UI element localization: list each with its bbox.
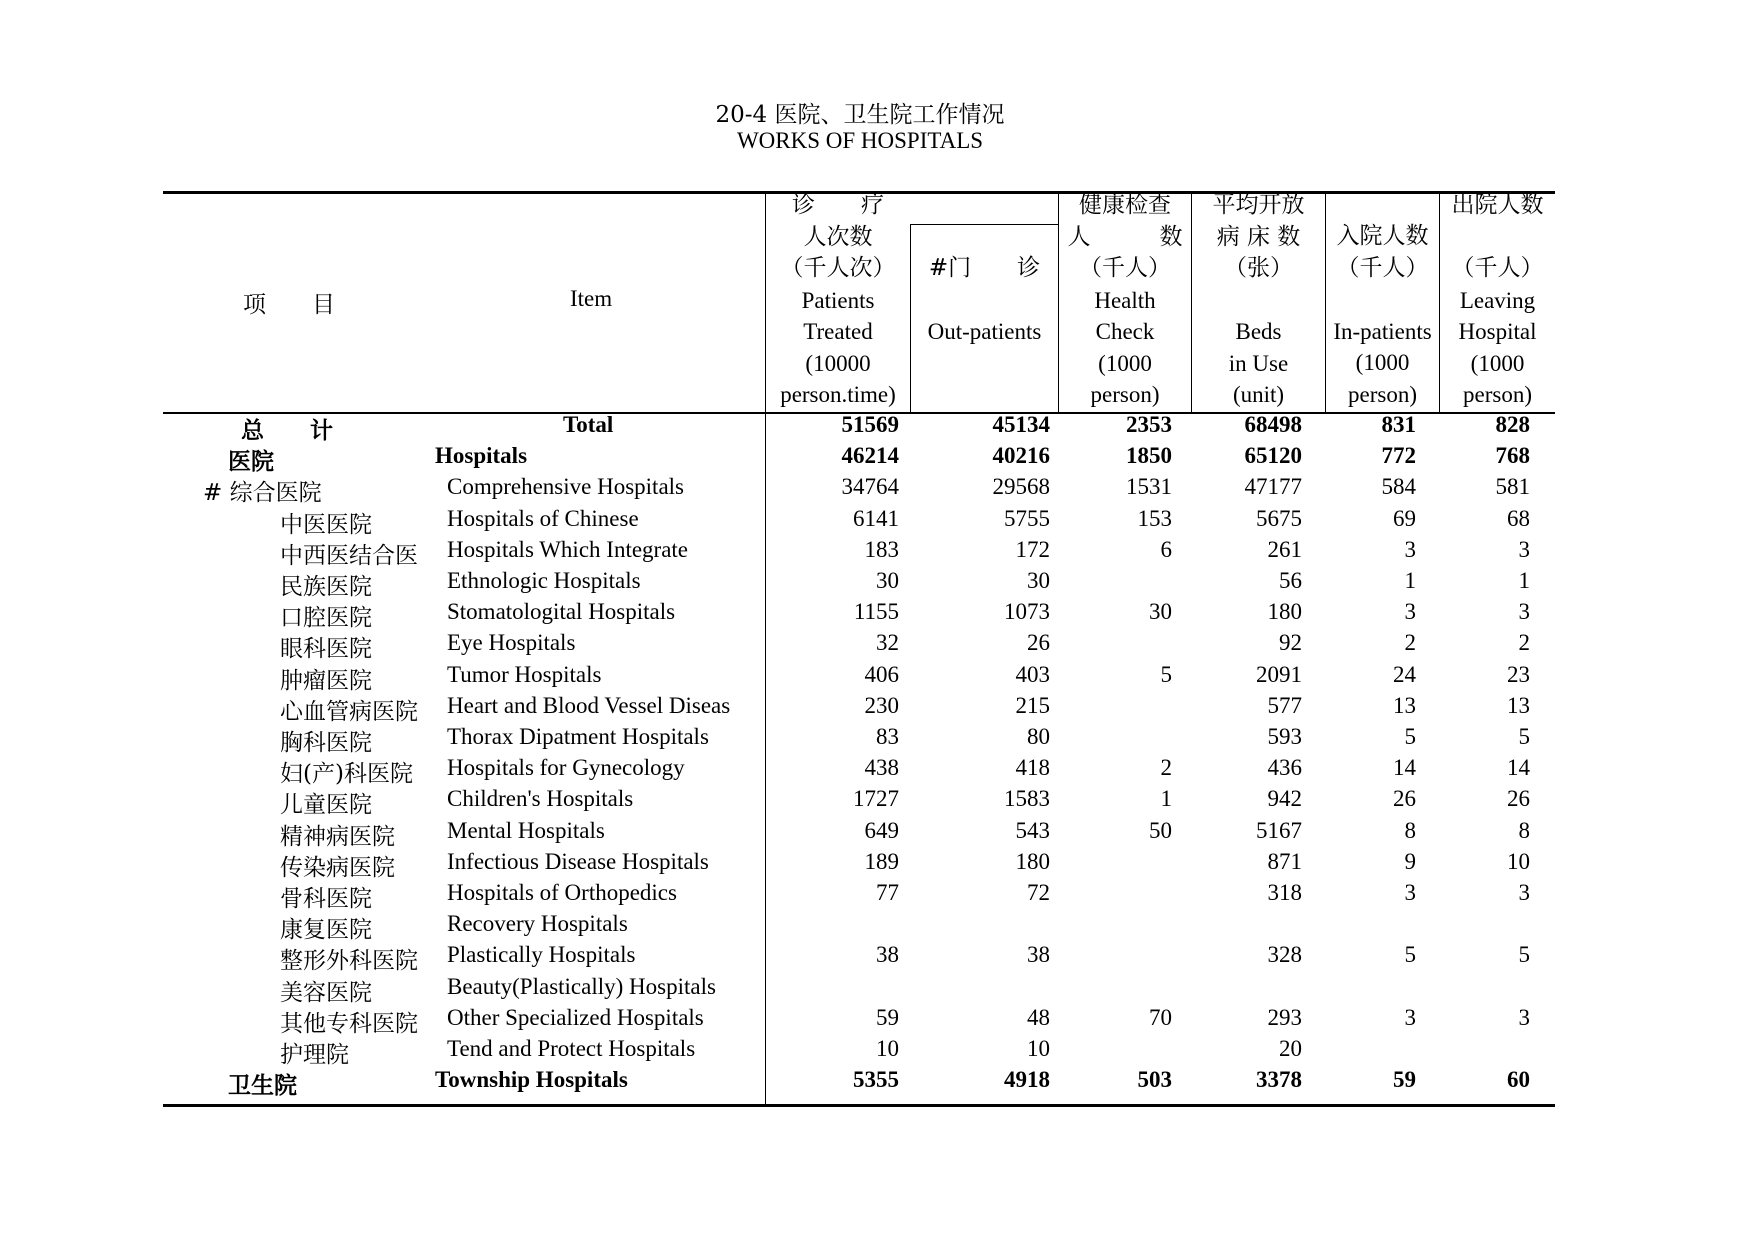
row-item-en: Total xyxy=(563,412,614,437)
cell-outpatients: 30 xyxy=(1027,568,1050,593)
cell-outpatients: 72 xyxy=(1027,880,1050,905)
header-inpatients: 入院人数 （千人） In-patients (1000 person) xyxy=(1333,223,1432,407)
cell-inpatients: 9 xyxy=(1404,848,1416,874)
row-item-en: Plastically Hospitals xyxy=(447,942,636,968)
cell-leaving: 2 xyxy=(1518,630,1530,656)
cell-patients: 77 xyxy=(876,880,899,905)
cell-patients: 83 xyxy=(876,724,899,749)
row-item-en: Tend and Protect Hospitals xyxy=(447,1036,696,1061)
cell-outpatients: 38 xyxy=(1027,942,1050,968)
cell-inpatients: 3 xyxy=(1404,536,1416,562)
cell-inpatients: 1 xyxy=(1404,568,1416,593)
cell-beds: 65120 xyxy=(1244,443,1302,469)
cell-patients: 30 xyxy=(876,568,899,593)
table-bottom-rule xyxy=(163,1104,1555,1107)
cell-beds: 593 xyxy=(1267,724,1302,749)
cell-health: 153 xyxy=(1137,505,1172,531)
cell-patients: 34764 xyxy=(841,474,899,500)
table-row xyxy=(163,693,1555,724)
row-item-cn: # 综合医院 xyxy=(203,480,322,507)
cell-inpatients: 59 xyxy=(1393,1067,1416,1093)
row-item-en: Heart and Blood Vessel Diseas xyxy=(447,692,731,718)
page-title-cn: 20-4 医院、卫生院工作情况 xyxy=(715,102,1005,128)
cell-beds: 2091 xyxy=(1256,661,1302,687)
cell-outpatients: 1583 xyxy=(1004,786,1050,812)
cell-outpatients: 48 xyxy=(1027,1004,1050,1030)
cell-outpatients: 29568 xyxy=(992,474,1050,500)
row-item-cn: 肿瘤医院 xyxy=(280,667,372,694)
cell-leaving: 3 xyxy=(1518,599,1530,625)
row-item-cn: 美容医院 xyxy=(280,979,372,1006)
cell-outpatients: 172 xyxy=(1015,536,1050,562)
header-patients-treated: 诊 疗 人次数 （千人次） Patients Treated (10000 person.time) xyxy=(780,192,896,407)
cell-leaving: 14 xyxy=(1507,755,1530,781)
cell-beds: 92 xyxy=(1279,630,1302,656)
cell-inpatients: 26 xyxy=(1393,786,1416,812)
cell-inpatients: 14 xyxy=(1393,755,1416,781)
cell-beds: 3378 xyxy=(1256,1067,1302,1093)
cell-patients: 6141 xyxy=(853,505,899,531)
cell-leaving: 13 xyxy=(1507,692,1530,718)
cell-outpatients: 26 xyxy=(1027,630,1050,656)
cell-health: 2 xyxy=(1160,755,1172,781)
row-item-en: Hospitals of Orthopedics xyxy=(447,880,677,905)
row-item-cn: 传染病医院 xyxy=(280,854,395,881)
row-item-cn: 骨科医院 xyxy=(280,886,372,912)
row-item-en: Ethnologic Hospitals xyxy=(447,568,641,593)
cell-leaving: 23 xyxy=(1507,661,1530,687)
cell-beds: 328 xyxy=(1267,942,1302,968)
row-item-en: Hospitals of Chinese xyxy=(447,505,639,531)
cell-patients: 230 xyxy=(864,692,899,718)
cell-outpatients: 40216 xyxy=(992,443,1050,469)
cell-patients: 649 xyxy=(864,817,899,843)
header-beds: 平均开放 病 床 数 （张） Beds in Use (unit) xyxy=(1212,192,1305,407)
table-row xyxy=(163,443,1555,474)
table-row xyxy=(163,1036,1555,1067)
cell-inpatients: 584 xyxy=(1381,474,1416,500)
cell-patients: 438 xyxy=(864,755,899,781)
cell-outpatients: 80 xyxy=(1027,724,1050,749)
header-item-cn: 项 目 xyxy=(243,292,335,318)
cell-patients: 183 xyxy=(864,536,899,562)
row-item-cn: 中西医结合医 xyxy=(280,542,418,569)
row-item-cn: 口腔医院 xyxy=(280,605,372,632)
cell-leaving: 828 xyxy=(1495,412,1530,437)
row-item-cn: 中医医院 xyxy=(280,511,372,538)
table-row xyxy=(163,786,1555,817)
row-item-en: Other Specialized Hospitals xyxy=(447,1004,704,1030)
cell-leaving: 768 xyxy=(1495,443,1530,469)
cell-health: 6 xyxy=(1160,536,1172,562)
cell-beds: 180 xyxy=(1267,599,1302,625)
cell-patients: 38 xyxy=(876,942,899,968)
cell-inpatients: 3 xyxy=(1404,880,1416,905)
cell-outpatients: 1073 xyxy=(1004,599,1050,625)
cell-beds: 318 xyxy=(1267,880,1302,905)
row-item-en: Stomatologital Hospitals xyxy=(447,599,676,625)
table-row xyxy=(163,942,1555,973)
cell-beds: 436 xyxy=(1267,755,1302,781)
cell-beds: 942 xyxy=(1267,786,1302,812)
row-item-en: Children's Hospitals xyxy=(447,786,634,812)
cell-health: 30 xyxy=(1149,599,1172,625)
cell-leaving: 3 xyxy=(1518,1004,1530,1030)
cell-inpatients: 5 xyxy=(1404,724,1416,749)
cell-inpatients: 831 xyxy=(1381,412,1416,437)
cell-health: 2353 xyxy=(1126,412,1172,437)
row-item-cn: 总 计 xyxy=(241,417,333,444)
row-item-cn: 康复医院 xyxy=(280,917,372,944)
cell-beds: 5675 xyxy=(1256,505,1302,531)
table-row xyxy=(163,662,1555,693)
table-row xyxy=(163,1005,1555,1036)
cell-patients: 51569 xyxy=(841,412,899,437)
cell-beds: 5167 xyxy=(1256,817,1302,843)
row-item-cn: 整形外科医院 xyxy=(280,948,418,975)
cell-health: 5 xyxy=(1160,661,1172,687)
cell-leaving: 8 xyxy=(1518,817,1530,843)
cell-outpatients: 4918 xyxy=(1004,1067,1050,1093)
cell-patients: 406 xyxy=(864,661,899,687)
row-item-cn: 儿童医院 xyxy=(280,792,372,819)
header-outpatients: #门 诊 Out-patients xyxy=(927,255,1042,344)
row-item-en: Thorax Dipatment Hospitals xyxy=(447,724,709,749)
row-item-en: Beauty(Plastically) Hospitals xyxy=(447,973,716,999)
cell-beds: 47177 xyxy=(1244,474,1302,500)
row-item-cn: 民族医院 xyxy=(280,574,372,600)
cell-beds: 577 xyxy=(1267,692,1302,718)
table-row xyxy=(163,974,1555,1005)
row-item-en: Hospitals Which Integrate xyxy=(447,536,689,562)
row-item-en: Infectious Disease Hospitals xyxy=(447,848,709,874)
table-row xyxy=(163,755,1555,786)
page-title-en: WORKS OF HOSPITALS xyxy=(736,128,984,153)
cell-health: 1531 xyxy=(1126,474,1172,500)
row-item-cn: 胸科医院 xyxy=(280,730,372,756)
cell-health: 1 xyxy=(1160,786,1172,812)
cell-outpatients: 180 xyxy=(1015,848,1050,874)
table-row xyxy=(163,880,1555,911)
cell-leaving: 26 xyxy=(1507,786,1530,812)
cell-leaving: 60 xyxy=(1507,1067,1530,1093)
cell-beds: 20 xyxy=(1279,1036,1302,1061)
cell-outpatients: 45134 xyxy=(992,412,1050,437)
cell-health: 1850 xyxy=(1126,443,1172,469)
table-row xyxy=(163,506,1555,537)
cell-outpatients: 403 xyxy=(1015,661,1050,687)
row-item-cn: 护理院 xyxy=(280,1042,349,1068)
row-item-en: Eye Hospitals xyxy=(447,630,576,656)
cell-beds: 56 xyxy=(1279,568,1302,593)
row-item-cn: 妇(产)科医院 xyxy=(280,761,413,788)
cell-beds: 261 xyxy=(1267,536,1302,562)
cell-leaving: 5 xyxy=(1518,724,1530,749)
header-health-check: 健康检查 人 数 （千人） Health Check (1000 person) xyxy=(1067,192,1183,407)
cell-leaving: 581 xyxy=(1495,474,1530,500)
table-row xyxy=(163,630,1555,661)
cell-inpatients: 3 xyxy=(1404,1004,1416,1030)
header-leaving-hospital: 出院人数 （千人） Leaving Hospital (1000 person) xyxy=(1451,192,1544,407)
cell-patients: 59 xyxy=(876,1004,899,1030)
row-item-en: Tumor Hospitals xyxy=(447,661,602,687)
row-item-en: Hospitals xyxy=(435,443,528,469)
row-item-cn: 医院 xyxy=(228,448,274,476)
cell-patients: 32 xyxy=(876,630,899,656)
row-item-cn: 其他专科医院 xyxy=(280,1010,418,1037)
header-item-en: Item xyxy=(570,286,613,311)
cell-health: 503 xyxy=(1137,1067,1172,1093)
row-item-cn: 精神病医院 xyxy=(280,823,395,850)
row-item-en: Hospitals for Gynecology xyxy=(447,755,685,781)
cell-inpatients: 13 xyxy=(1393,692,1416,718)
cell-outpatients: 5755 xyxy=(1004,505,1050,531)
table-row xyxy=(163,568,1555,599)
cell-beds: 293 xyxy=(1267,1004,1302,1030)
table-row xyxy=(163,537,1555,568)
cell-leaving: 1 xyxy=(1518,568,1530,593)
cell-inpatients: 772 xyxy=(1381,443,1416,469)
cell-leaving: 10 xyxy=(1507,848,1530,874)
cell-leaving: 3 xyxy=(1518,536,1530,562)
table-row xyxy=(163,599,1555,630)
cell-inpatients: 5 xyxy=(1404,942,1416,968)
cell-patients: 10 xyxy=(876,1036,899,1061)
row-item-cn: 心血管病医院 xyxy=(280,698,418,725)
table-row xyxy=(163,474,1555,505)
table-row xyxy=(163,911,1555,942)
row-item-en: Mental Hospitals xyxy=(447,817,605,843)
cell-health: 70 xyxy=(1149,1004,1172,1030)
cell-outpatients: 10 xyxy=(1027,1036,1050,1061)
cell-outpatients: 543 xyxy=(1015,817,1050,843)
row-item-cn: 眼科医院 xyxy=(280,636,372,663)
cell-patients: 1155 xyxy=(853,599,899,625)
cell-outpatients: 215 xyxy=(1015,692,1050,718)
table-row xyxy=(163,818,1555,849)
cell-inpatients: 8 xyxy=(1404,817,1416,843)
cell-beds: 68498 xyxy=(1244,412,1302,437)
cell-inpatients: 2 xyxy=(1404,630,1416,656)
cell-inpatients: 24 xyxy=(1393,661,1416,687)
cell-leaving: 68 xyxy=(1507,505,1530,531)
cell-inpatients: 69 xyxy=(1393,505,1416,531)
table-row xyxy=(163,1067,1555,1098)
cell-leaving: 5 xyxy=(1518,942,1530,968)
cell-beds: 871 xyxy=(1267,848,1302,874)
cell-patients: 46214 xyxy=(841,443,899,469)
cell-outpatients: 418 xyxy=(1015,755,1050,781)
table-row xyxy=(163,412,1555,443)
row-item-en: Recovery Hospitals xyxy=(447,911,628,937)
cell-patients: 5355 xyxy=(853,1067,899,1093)
cell-patients: 189 xyxy=(864,848,899,874)
cell-patients: 1727 xyxy=(853,786,899,812)
cell-inpatients: 3 xyxy=(1404,599,1416,625)
row-item-en: Township Hospitals xyxy=(435,1067,628,1093)
outpatients-top-rule xyxy=(910,224,1058,225)
table-row xyxy=(163,724,1555,755)
table-row xyxy=(163,849,1555,880)
cell-health: 50 xyxy=(1149,817,1172,843)
row-item-cn: 卫生院 xyxy=(228,1072,297,1100)
row-item-en: Comprehensive Hospitals xyxy=(447,474,684,500)
cell-leaving: 3 xyxy=(1518,880,1530,905)
